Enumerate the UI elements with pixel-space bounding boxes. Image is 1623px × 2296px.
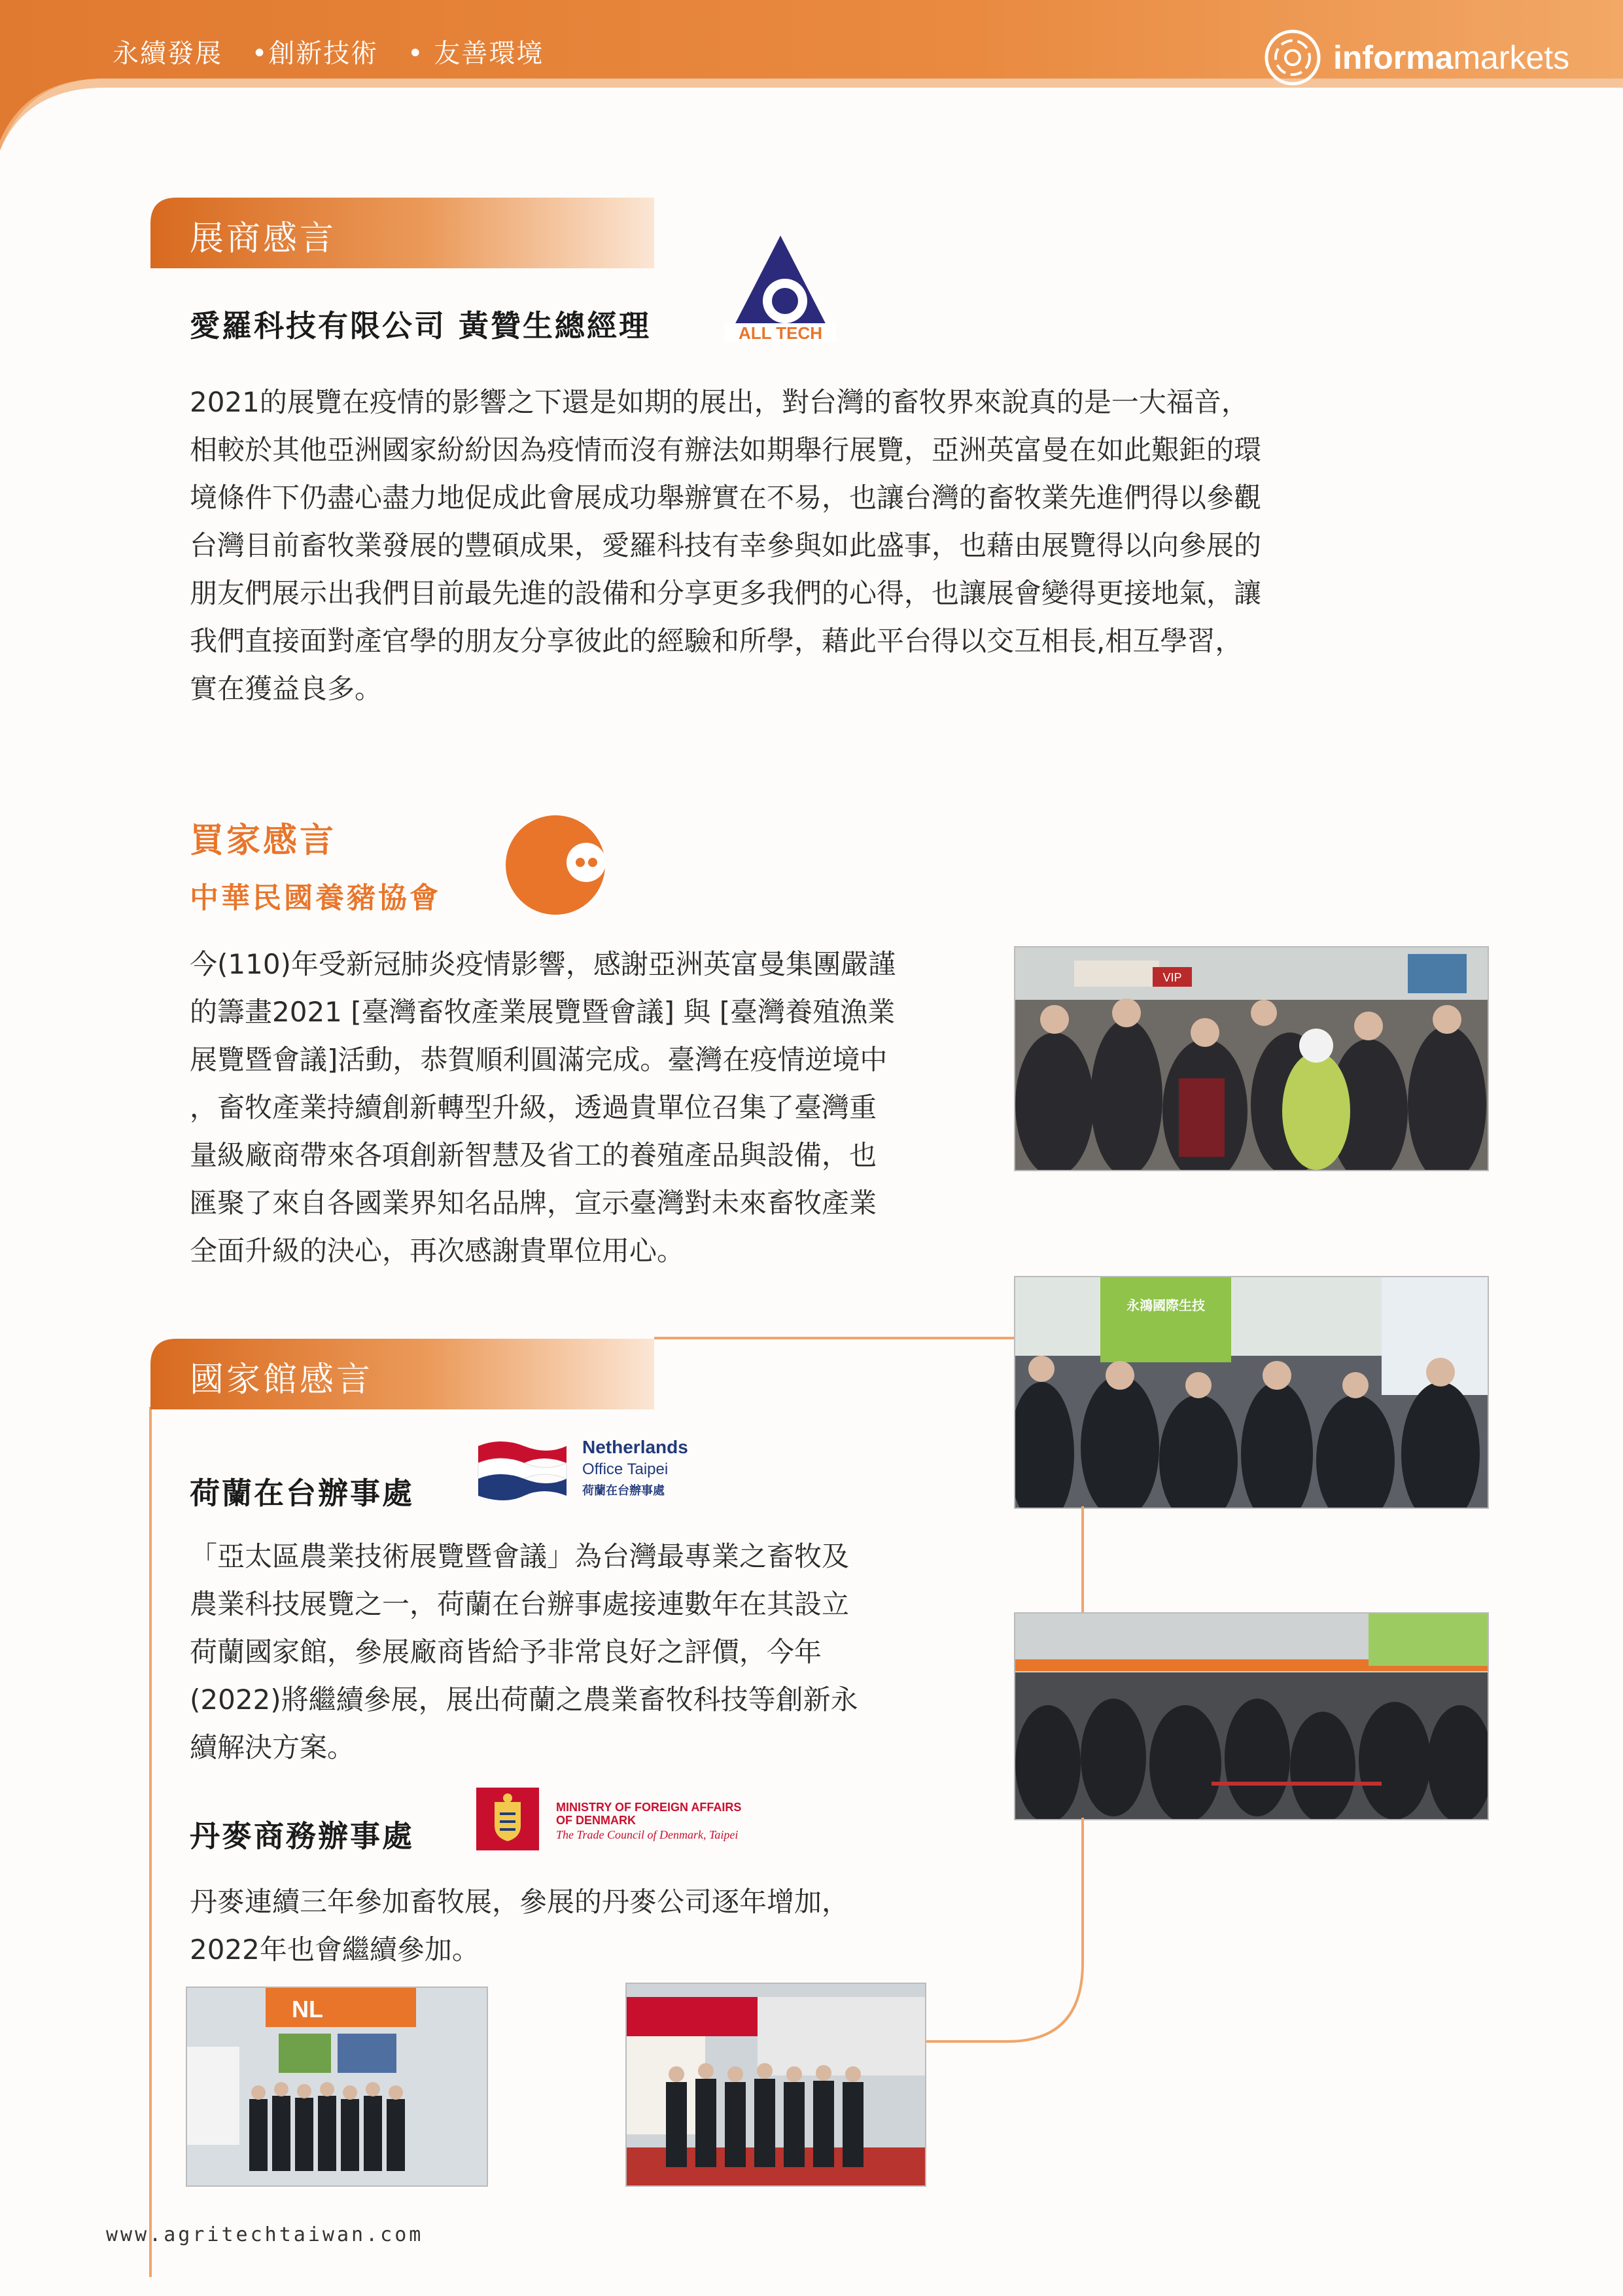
footer-website[interactable]: www.agritechtaiwan.com bbox=[106, 2223, 424, 2246]
buyer-paragraph bbox=[190, 940, 896, 1275]
paragraph-line: 量級廠商帶來各項創新智慧及省工的養殖產品與設備，也 bbox=[190, 1139, 877, 1171]
booth-sign: 永鴻國際生技 bbox=[1126, 1298, 1205, 1313]
header-tagline bbox=[113, 33, 563, 70]
denmark-pavilion-photo bbox=[625, 1983, 926, 2187]
netherlands-logo-chinese: 荷蘭在台辦事處 bbox=[582, 1484, 665, 1498]
netherlands-pavilion-photo bbox=[186, 1987, 488, 2187]
netherlands-logo-text: Netherlands bbox=[582, 1437, 688, 1457]
paragraph-line: 實在獲益良多。 bbox=[190, 673, 383, 705]
booth-crowd-photo bbox=[1014, 1276, 1489, 1509]
denmark-paragraph bbox=[190, 1878, 849, 1973]
denmark-logo-text: MINISTRY OF FOREIGN AFFAIRS bbox=[556, 1801, 742, 1814]
pavilion-banner-title: 國家館感言 bbox=[190, 1360, 374, 1400]
paragraph-line: 全面升級的決心，再次感謝貴單位用心。 bbox=[190, 1235, 685, 1267]
tagline-item: •創新技術 bbox=[251, 39, 379, 69]
exhibition-crowd-photo bbox=[1014, 946, 1489, 1171]
paragraph-line: 今(110)年受新冠肺炎疫情影響，感謝亞洲英富曼集團嚴謹 bbox=[190, 948, 896, 980]
paragraph-line: ，畜牧產業持續創新轉型升級，透過貴單位召集了臺灣重 bbox=[190, 1091, 877, 1123]
paragraph-line: 的籌畫2021 [臺灣畜牧產業展覽暨會議] 與 [臺灣養殖漁業 bbox=[190, 996, 896, 1028]
paragraph-line: 境條件下仍盡心盡力地促成此會展成功舉辦實在不易，也讓台灣的畜牧業先進們得以參觀 bbox=[190, 482, 1262, 514]
brand-light: markets bbox=[1453, 39, 1570, 76]
paragraph-line: 展覽暨會議]活動，恭賀順利圓滿完成。臺灣在疫情逆境中 bbox=[190, 1044, 888, 1076]
alltech-logo-text: ALL TECH bbox=[738, 323, 823, 342]
paragraph-line: 2021的展覽在疫情的影響之下還是如期的展出，對台灣的畜牧界來說真的是一大福音， bbox=[190, 386, 1249, 418]
buyer-title: 買家感言 bbox=[190, 821, 337, 860]
paragraph-line: 相較於其他亞洲國家紛紛因為疫情而沒有辦法如期舉行展覽，亞洲英富曼在如此艱鉅的環 bbox=[190, 434, 1262, 466]
alltech-logo bbox=[725, 233, 836, 342]
netherlands-logo-subtext: Office Taipei bbox=[582, 1460, 669, 1478]
paragraph-line: 朋友們展示出我們目前最先進的設備和分享更多我們的心得，也讓展會變得更接地氣，讓 bbox=[190, 577, 1262, 609]
informa-markets-logo bbox=[1263, 25, 1569, 90]
tagline-item: • 友善環境 bbox=[408, 39, 544, 69]
netherlands-flag-icon bbox=[475, 1437, 570, 1502]
denmark-logo-text: OF DENMARK bbox=[556, 1814, 636, 1827]
exhibitor-person: 愛羅科技有限公司 黃贊生總經理 bbox=[190, 308, 652, 344]
paragraph-line: 丹麥連續三年參加畜牧展，參展的丹麥公司逐年增加， bbox=[190, 1886, 850, 1918]
paragraph-line: 台灣目前畜牧業發展的豐碩成果，愛羅科技有幸參與如此盛事，也藉由展覽得以向參展的 bbox=[190, 529, 1262, 561]
buyer-org: 中華民國養豬協會 bbox=[190, 881, 441, 915]
netherlands-paragraph bbox=[190, 1532, 858, 1771]
paragraph-line: (2022)將繼續參展，展出荷蘭之農業畜牧科技等創新永 bbox=[190, 1684, 858, 1716]
paragraph-line: 我們直接面對產官學的朋友分享彼此的經驗和所學，藉此平台得以交互相長,相互學習， bbox=[190, 625, 1243, 657]
netherlands-office-title: 荷蘭在台辦事處 bbox=[190, 1475, 414, 1511]
paragraph-line: 「亞太區農業技術展覽暨會議」為台灣最專業之畜牧及 bbox=[190, 1540, 850, 1572]
denmark-crest-icon bbox=[476, 1788, 539, 1850]
paragraph-line: 荷蘭國家館，參展廠商皆給予非常良好之評價，今年 bbox=[190, 1636, 822, 1668]
denmark-ministry-logo bbox=[476, 1788, 784, 1853]
brand-name bbox=[1333, 39, 1569, 77]
paragraph-line: 續解決方案。 bbox=[190, 1731, 355, 1763]
exhibitor-paragraph bbox=[190, 378, 1261, 713]
vip-sign: VIP bbox=[1162, 971, 1182, 984]
denmark-logo-subtext: The Trade Council of Denmark, Taipei bbox=[556, 1828, 739, 1841]
pig-association-logo bbox=[498, 810, 612, 919]
hall-entrance-photo bbox=[1014, 1612, 1489, 1820]
nl-booth-sign: NL bbox=[292, 1996, 323, 2022]
denmark-office-title: 丹麥商務辦事處 bbox=[190, 1818, 414, 1854]
netherlands-office-logo bbox=[475, 1434, 750, 1506]
paragraph-line: 農業科技展覽之一，荷蘭在台辦事處接連數年在其設立 bbox=[190, 1588, 850, 1620]
exhibitor-banner-title: 展商感言 bbox=[190, 219, 337, 258]
tagline-item: 永續發展 bbox=[113, 39, 222, 69]
informa-logo-icon bbox=[1263, 27, 1323, 88]
paragraph-line: 匯聚了來自各國業界知名品牌，宣示臺灣對未來畜牧產業 bbox=[190, 1187, 877, 1219]
brand-bold: informa bbox=[1333, 39, 1454, 76]
paragraph-line: 2022年也會繼續參加。 bbox=[190, 1934, 480, 1966]
